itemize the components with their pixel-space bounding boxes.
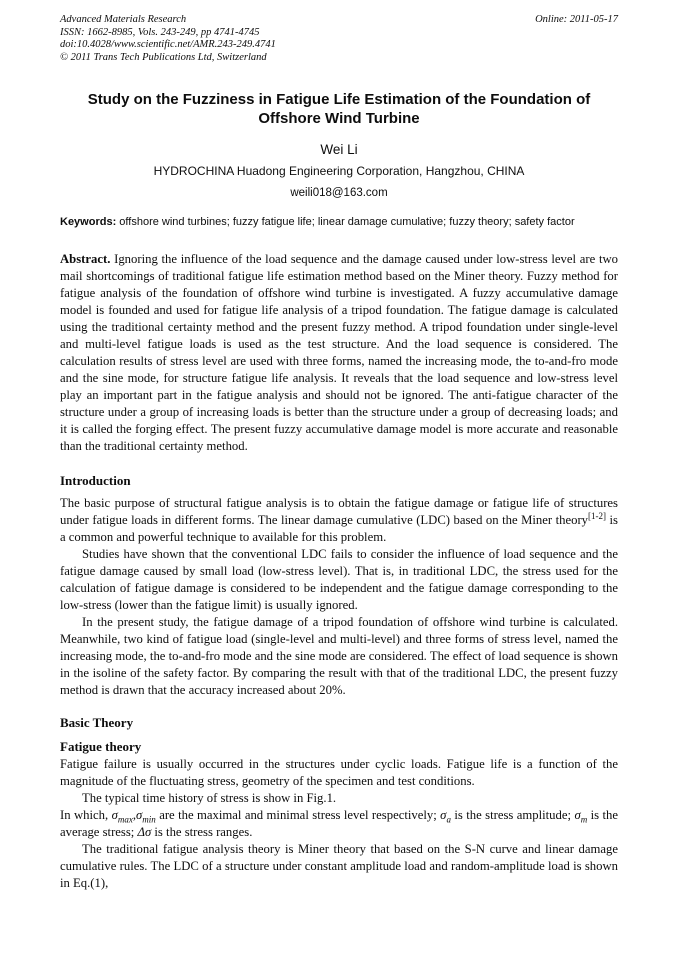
abstract-label: Abstract.	[60, 252, 111, 266]
introduction-paragraph-2: Studies have shown that the conventional LDC fails to consider the influence of load sequence and the fatigue damage caused by small load (low-stress level). That is, in traditional LDC, the stress used for the calculation of fatigue damage is considered to be independent and the fatigue damage corresponding to the low-stress (lower than the fatigue limit) is usually ignored.	[60, 547, 618, 612]
figure-reference-line: The typical time history of stress is show in Fig.1.	[82, 791, 337, 805]
sigma-min-symbol: σ	[136, 808, 143, 822]
section-heading-introduction: Introduction	[60, 473, 131, 488]
sigma-a-subscript: a	[446, 814, 451, 825]
sigma-m-symbol: σ	[574, 808, 581, 822]
sigma-a-symbol: σ	[440, 808, 447, 822]
reference-marker: [1-2]	[588, 510, 607, 521]
subsection-heading-fatigue-theory: Fatigue theory	[60, 739, 142, 754]
issn-line: ISSN: 1662-8985, Vols. 243-249, pp 4741-4745	[60, 26, 260, 38]
keywords-label: Keywords:	[60, 216, 117, 228]
fatigue-theory-paragraph-4: The traditional fatigue analysis theory is Miner theory that based on the S-N curve and linear damage cumulative rules. The LDC of a structure under constant amplitude load and random-amplitude load is shown in Eq.(1),	[60, 842, 618, 890]
symbols-text-2: are the maximal and minimal stress level respectively;	[155, 808, 441, 822]
symbols-comma: ,	[132, 808, 137, 822]
introduction-paragraph-1	[60, 495, 618, 546]
fatigue-theory-paragraph-1: Fatigue failure is usually occurred in the structures under cyclic loads. Fatigue life is a function of the magnitude of the fluctuating stress, geometry of the specimen and test conditions.	[60, 757, 618, 788]
journal-header	[60, 14, 618, 64]
introduction-paragraph-3: In the present study, the fatigue damage of a tripod foundation of offshore wind turbine is calculated. Meanwhile, two kind of fatigue load (single-level and multi-level) and three forms of stress level, named the increasing mode, the to-and-fro mode and the sine mode are considered. The effect of load sequence is shown in the isoline of the safety factor. By comparing the result with that of the traditional LDC, the present fuzzy method is drawn that the accuracy increased about 20%.	[60, 615, 618, 697]
stress-symbols-paragraph	[60, 807, 618, 841]
symbols-text-1: In which,	[60, 808, 112, 822]
abstract-text: Ignoring the influence of the load sequence and the damage caused under low-stress level are two mail shortcomings of traditional fatigue life estimation method based on the Miner theory. Fuzzy method for fatigue analysis of the foundation of offshore wind turbine is investigated. A fuzzy accumulative damage model is founded and used for fatigue life analysis of a tripod foundation. The fatigue damage is calculated using the traditional certainty method and the present fuzzy method. A tripod foundation under single-level and multi-level fatigue loads is used as the test structure. And the load sequence is considered. The calculation results of stress level are used with three forms, named the increasing mode, the to-and-fro mode and the sine mode, for structure fatigue life analysis. It reveals that the load sequence and low-stress level play an important part in the fatigue analysis and should not be ignored. The anti-fatigue character of the structure under a group of increasing loads is better than the structure under a group of decreasing loads; and it is called the forging effect. The present fuzzy accumulative damage model is more accurate and reasonable than the traditional certainty method.	[60, 252, 618, 453]
abstract-paragraph	[60, 251, 618, 455]
doi-line: doi:10.4028/www.scientific.net/AMR.243-249.4741	[60, 39, 276, 50]
sigma-m-subscript: m	[580, 814, 588, 825]
journal-header-left	[60, 14, 276, 64]
copyright-line: © 2011 Trans Tech Publications Ltd, Switzerland	[60, 51, 267, 63]
sigma-max-subscript: max	[117, 814, 133, 825]
symbols-text-4: is the average stress;	[60, 808, 618, 839]
introduction-p1-text: The basic purpose of structural fatigue analysis is to obtain the fatigue damage or fatigue life of structures under fatigue loads in different forms. The linear damage cumulative (LDC) based on the Miner theory	[60, 496, 618, 527]
sigma-min-subscript: min	[142, 814, 156, 825]
keywords-line	[60, 215, 618, 230]
author-name: Wei Li	[320, 142, 358, 157]
journal-name: Advanced Materials Research	[60, 14, 187, 25]
symbols-text-5: is the stress ranges.	[151, 825, 253, 839]
keywords-text: offshore wind turbines; fuzzy fatigue life; linear damage cumulative; fuzzy theory; safety factor	[116, 216, 575, 228]
introduction-p1-text-cont: is a common and powerful technique to available for this problem.	[60, 513, 618, 544]
symbols-text-3: is the stress amplitude;	[450, 808, 575, 822]
author-affiliation: HYDROCHINA Huadong Engineering Corporation, Hangzhou, CHINA	[153, 164, 525, 178]
online-date: Online: 2011-05-17	[535, 14, 618, 25]
paper-title: Study on the Fuzziness in Fatigue Life Estimation of the Foundation of Offshore Wind Turbine	[87, 91, 591, 127]
section-heading-basic-theory: Basic Theory	[60, 715, 134, 730]
author-email: weili018@163.com	[290, 187, 388, 199]
delta-sigma-symbol: Δσ	[137, 825, 152, 839]
sigma-max-symbol: σ	[111, 808, 118, 822]
